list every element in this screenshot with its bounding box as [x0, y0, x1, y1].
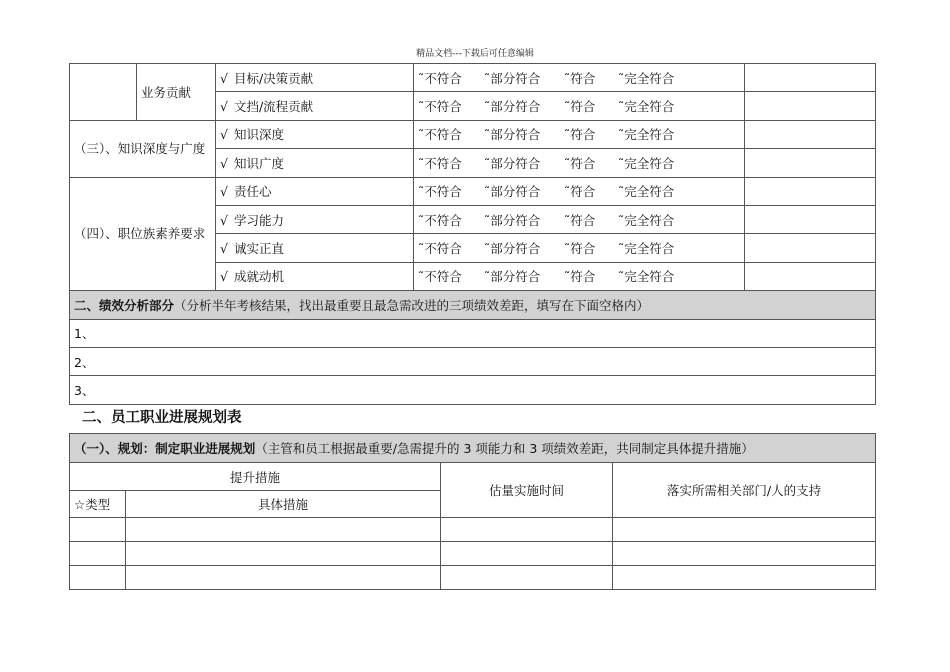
plan-cell[interactable]	[613, 542, 876, 566]
item-label: 知识广度	[233, 155, 284, 171]
item-label: 文挡/流程贡献	[233, 99, 314, 115]
item-cell	[216, 234, 414, 262]
option-partial-match[interactable]: ˜部分符合	[484, 99, 541, 115]
remark-cell[interactable]	[745, 64, 876, 92]
option-match[interactable]: ˜符合	[564, 127, 596, 143]
remark-cell[interactable]	[745, 177, 876, 205]
plan-cell[interactable]	[126, 542, 441, 566]
option-full-match[interactable]: ˜完全符合	[618, 127, 675, 143]
table-row	[70, 177, 876, 205]
option-match[interactable]: ˜符合	[564, 99, 596, 115]
option-match[interactable]: ˜符合	[564, 212, 596, 228]
perf-gap-1[interactable]: 1、	[70, 319, 876, 347]
perf-gap-3[interactable]: 3、	[70, 376, 876, 404]
table-row	[70, 463, 876, 491]
check-mark: √	[220, 127, 228, 143]
option-partial-match[interactable]: ˜部分符合	[484, 127, 541, 143]
option-not-match[interactable]: ˜不符合	[418, 184, 462, 200]
plan-cell[interactable]	[70, 518, 126, 542]
check-mark: √	[220, 184, 228, 200]
table-row	[70, 518, 876, 542]
item-cell	[216, 205, 414, 233]
plan-cell[interactable]	[70, 542, 126, 566]
option-partial-match[interactable]: ˜部分符合	[484, 155, 541, 171]
perf-section-header	[70, 291, 876, 319]
perf-section-title: 二、绩效分析部分	[74, 297, 175, 313]
check-mark: √	[220, 241, 228, 257]
rating-options[interactable]	[414, 92, 745, 120]
rating-options[interactable]	[414, 149, 745, 177]
plan-cell[interactable]	[126, 566, 441, 590]
category-cell: 业务贡献	[137, 64, 216, 121]
table-row	[70, 542, 876, 566]
rating-options[interactable]	[414, 234, 745, 262]
item-label: 知识深度	[233, 127, 284, 143]
section-header-row	[70, 291, 876, 319]
item-label: 成就动机	[233, 269, 284, 285]
option-not-match[interactable]: ˜不符合	[418, 241, 462, 257]
option-partial-match[interactable]: ˜部分符合	[484, 269, 541, 285]
table-row	[70, 347, 876, 375]
plan-cell[interactable]	[441, 566, 613, 590]
category-cell: （四）、职位族素养要求	[70, 177, 216, 291]
empty-cell	[70, 64, 137, 121]
section-header-row	[70, 434, 876, 463]
career-section-title: 二、员工职业进展规划表	[82, 410, 242, 426]
plan-cell[interactable]	[70, 566, 126, 590]
item-cell	[216, 262, 414, 290]
option-full-match[interactable]: ˜完全符合	[618, 70, 675, 86]
option-full-match[interactable]: ˜完全符合	[618, 212, 675, 228]
table-row	[70, 64, 876, 92]
item-cell	[216, 120, 414, 148]
perf-section-note: （分析半年考核结果，找出最重要且最急需改进的三项绩效差距，填写在下面空格内）	[174, 297, 650, 313]
table-row	[70, 376, 876, 404]
plan-title: （一）、规划：制定职业进展规划	[74, 441, 256, 456]
item-cell	[216, 149, 414, 177]
check-mark: √	[220, 155, 228, 171]
rating-options[interactable]	[414, 64, 745, 92]
remark-cell[interactable]	[745, 92, 876, 120]
option-full-match[interactable]: ˜完全符合	[618, 184, 675, 200]
evaluation-table	[69, 63, 876, 405]
rating-options[interactable]	[414, 262, 745, 290]
plan-note: （主管和员工根据最重要/急需提升的 3 项能力和 3 项绩效差距，共同制定具体提升措施）	[255, 441, 754, 456]
item-cell	[216, 64, 414, 92]
check-mark: √	[220, 70, 228, 86]
remark-cell[interactable]	[745, 149, 876, 177]
rating-options[interactable]	[414, 120, 745, 148]
option-not-match[interactable]: ˜不符合	[418, 70, 462, 86]
option-not-match[interactable]: ˜不符合	[418, 269, 462, 285]
option-partial-match[interactable]: ˜部分符合	[484, 184, 541, 200]
remark-cell[interactable]	[745, 205, 876, 233]
item-label: 目标/决策贡献	[233, 70, 314, 86]
col-time-header: 估量实施时间	[441, 463, 613, 518]
option-not-match[interactable]: ˜不符合	[418, 99, 462, 115]
option-not-match[interactable]: ˜不符合	[418, 155, 462, 171]
option-full-match[interactable]: ˜完全符合	[618, 241, 675, 257]
rating-options[interactable]	[414, 177, 745, 205]
table-row	[70, 566, 876, 590]
option-match[interactable]: ˜符合	[564, 269, 596, 285]
option-match[interactable]: ˜符合	[564, 155, 596, 171]
plan-cell[interactable]	[441, 542, 613, 566]
remark-cell[interactable]	[745, 234, 876, 262]
option-not-match[interactable]: ˜不符合	[418, 127, 462, 143]
plan-header	[70, 434, 876, 463]
col-support-header: 落实所需相关部门/人的支持	[613, 463, 876, 518]
item-label: 诚实正直	[233, 241, 284, 257]
option-not-match[interactable]: ˜不符合	[418, 212, 462, 228]
remark-cell[interactable]	[745, 120, 876, 148]
option-match[interactable]: ˜符合	[564, 184, 596, 200]
category-cell: （三）、知识深度与广度	[70, 120, 216, 177]
option-full-match[interactable]: ˜完全符合	[618, 155, 675, 171]
col-type-header: ☆类型	[70, 491, 126, 518]
table-row	[70, 319, 876, 347]
plan-cell[interactable]	[441, 518, 613, 542]
item-label: 学习能力	[233, 212, 284, 228]
plan-cell[interactable]	[613, 518, 876, 542]
remark-cell[interactable]	[745, 262, 876, 290]
table-row	[70, 120, 876, 148]
check-mark: √	[220, 99, 228, 115]
rating-options[interactable]	[414, 205, 745, 233]
career-plan-table	[69, 433, 876, 590]
option-full-match[interactable]: ˜完全符合	[618, 99, 675, 115]
option-partial-match[interactable]: ˜部分符合	[484, 70, 541, 86]
item-cell	[216, 92, 414, 120]
check-mark: √	[220, 212, 228, 228]
option-full-match[interactable]: ˜完全符合	[618, 269, 675, 285]
col-improve-header: 提升措施	[70, 463, 441, 491]
option-partial-match[interactable]: ˜部分符合	[484, 212, 541, 228]
plan-cell[interactable]	[613, 566, 876, 590]
item-label: 责任心	[233, 184, 272, 200]
plan-cell[interactable]	[126, 518, 441, 542]
option-match[interactable]: ˜符合	[564, 241, 596, 257]
option-partial-match[interactable]: ˜部分符合	[484, 241, 541, 257]
header-note: 精品文档---下载后可任意编辑	[416, 49, 534, 59]
check-mark: √	[220, 269, 228, 285]
perf-gap-2[interactable]: 2、	[70, 347, 876, 375]
item-cell	[216, 177, 414, 205]
col-measure-header: 具体措施	[126, 491, 441, 518]
option-match[interactable]: ˜符合	[564, 70, 596, 86]
